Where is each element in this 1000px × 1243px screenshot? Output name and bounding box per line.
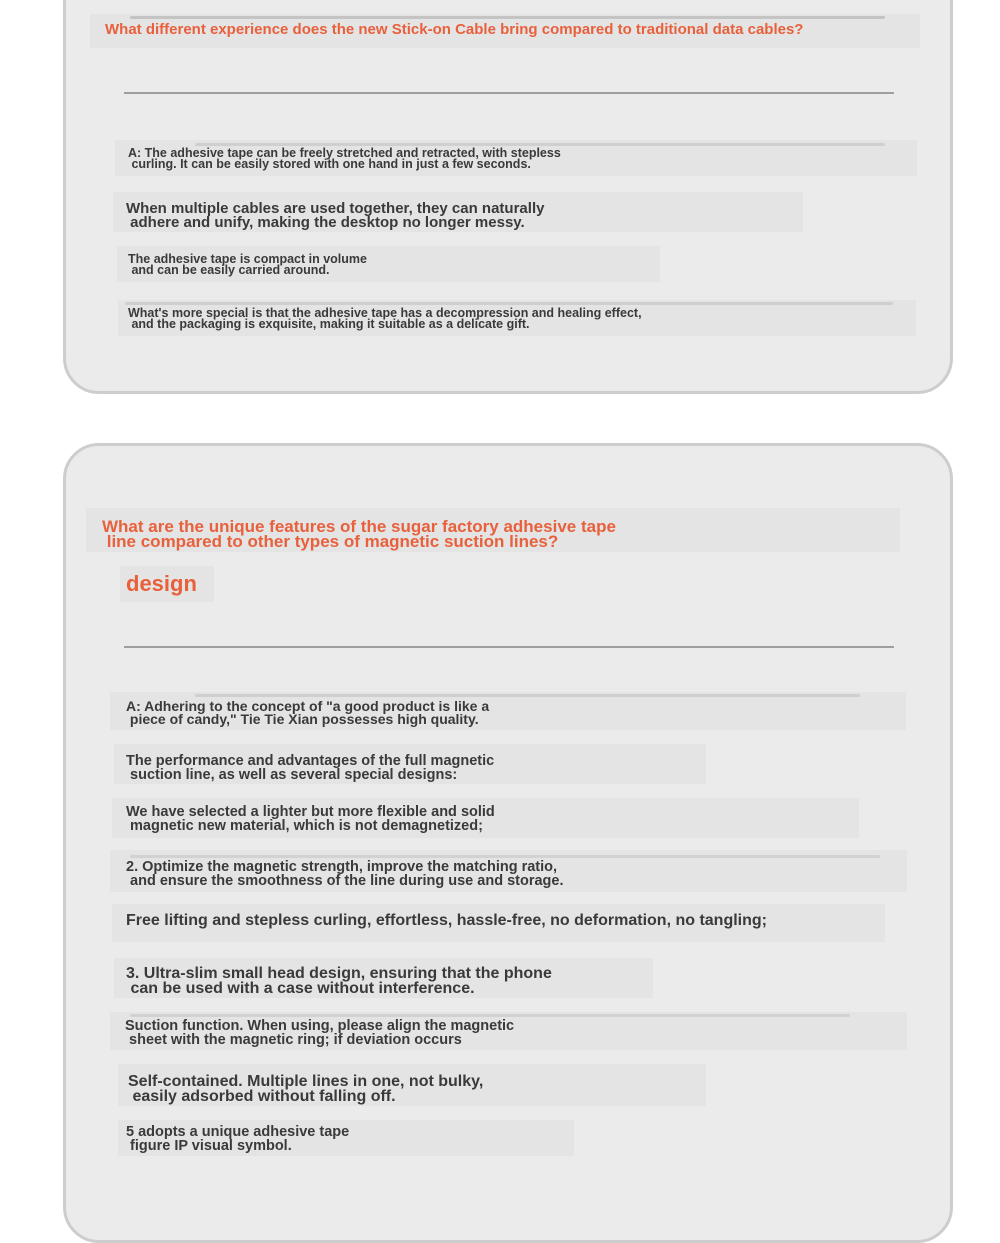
scan-artifact <box>130 1014 850 1017</box>
section2-question: What are the unique features of the sugar factory adhesive tape line compared to other types of magnetic suction lines? <box>102 517 616 551</box>
section2-answer-8: Self-contained. Multiple lines in one, not bulky, easily adsorbed without falling off. <box>128 1073 484 1105</box>
section2-answer-1: A: Adhering to the concept of "a good product is like a piece of candy," Tie Tie Xian possesses high quality. <box>126 698 490 727</box>
section2-answer-7: Suction function. When using, please align the magnetic sheet with the magnetic ring; if deviation occurs <box>125 1018 515 1048</box>
scan-artifact <box>195 694 860 697</box>
section2-answer-4: 2. Optimize the magnetic strength, improve the matching ratio, and ensure the smoothness of the line during use and storage. <box>126 859 564 889</box>
scan-artifact <box>125 302 893 305</box>
section2-answer-5: Free lifting and stepless curling, effortless, hassle-free, no deformation, no tangling; <box>126 912 767 929</box>
section1-answer-2: When multiple cables are used together, they can naturally adhere and unify, making the desktop no longer messy. <box>126 200 545 231</box>
scan-artifact <box>130 855 880 858</box>
section1-answer-3: The adhesive tape is compact in volume and can be easily carried around. <box>128 252 367 277</box>
section2-divider <box>124 646 894 648</box>
section2-answer-3: We have selected a lighter but more flexible and solid magnetic new material, which is not demagnetized; <box>126 804 495 834</box>
section1-answer-1: A: The adhesive tape can be freely stretched and retracted, with stepless curling. It can be easily stored with one hand in just a few seconds. <box>128 146 561 171</box>
section2-subheading: design <box>126 571 197 596</box>
section1-question: What different experience does the new Stick-on Cable bring compared to traditional data cables? <box>105 21 804 38</box>
section2-answer-9: 5 adopts a unique adhesive tape figure IP visual symbol. <box>126 1124 350 1154</box>
scan-artifact <box>130 16 885 19</box>
section2-answer-2: The performance and advantages of the full magnetic suction line, as well as several special designs: <box>126 753 495 783</box>
section2-answer-6: 3. Ultra-slim small head design, ensuring that the phone can be used with a case without interference. <box>126 965 552 997</box>
section1-answer-4: What's more special is that the adhesive tape has a decompression and healing effect, and the packaging is exquisite, making it suitable as a delicate gift. <box>128 306 642 331</box>
section1-divider <box>124 92 894 94</box>
